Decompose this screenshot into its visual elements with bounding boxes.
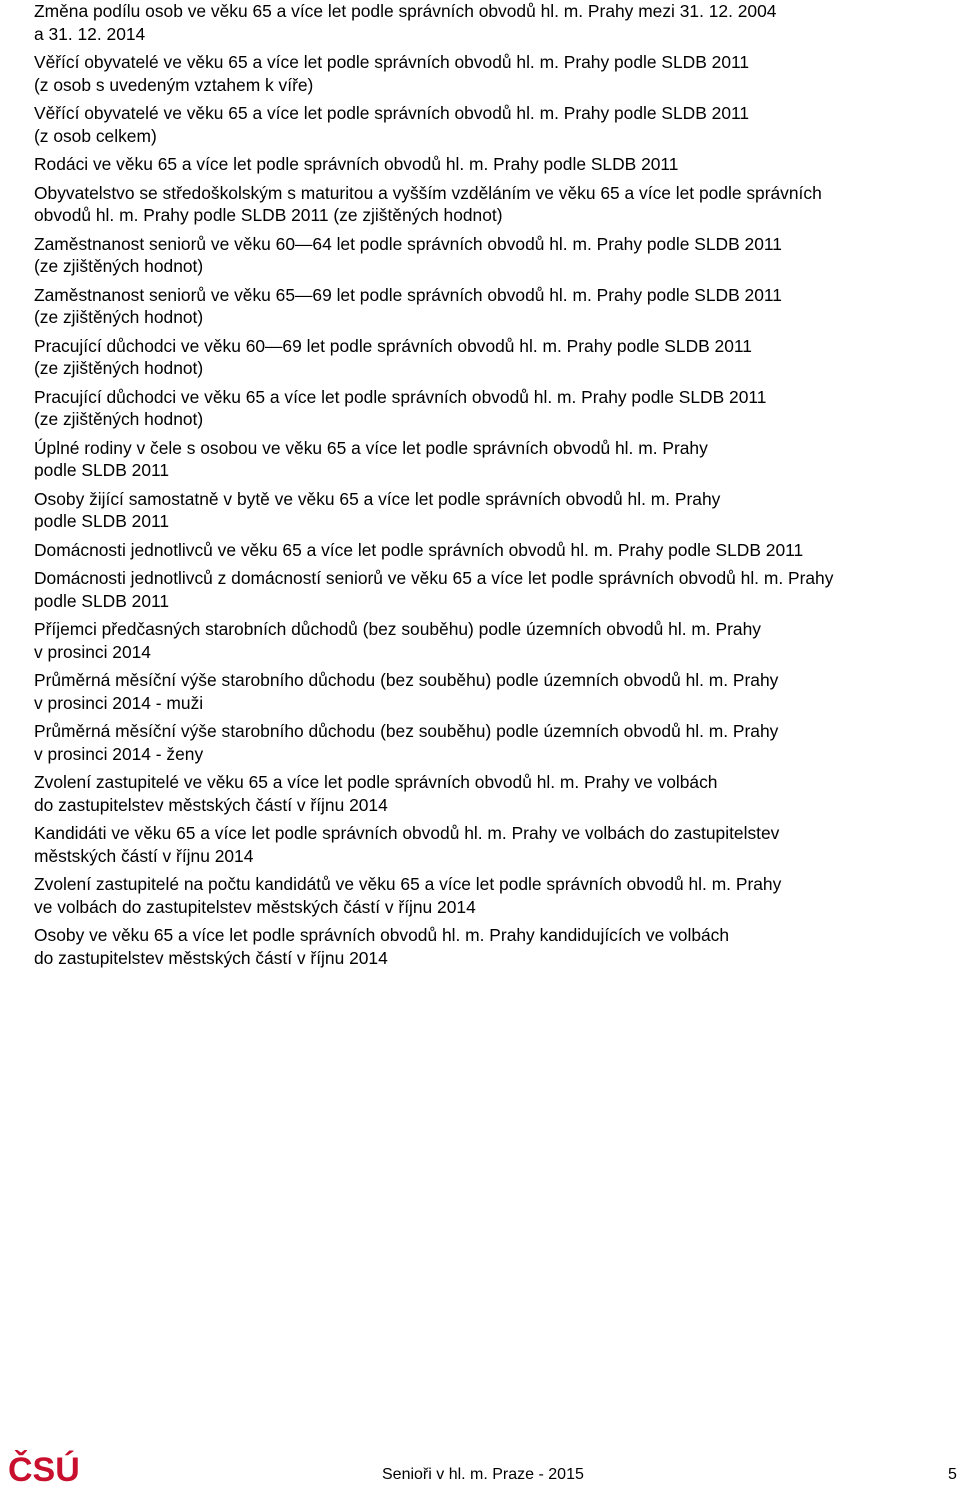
toc-entry-line: v prosinci 2014 - ženy bbox=[34, 743, 204, 764]
toc-entry-line: Zaměstnanost seniorů ve věku 60—64 let podle správních obvodů hl. m. Prahy podle SLDB 2011 bbox=[34, 233, 782, 254]
toc-entry bbox=[34, 182, 946, 227]
toc-entry-line: Pracující důchodci ve věku 65 a více let podle správních obvodů hl. m. Prahy podle SLDB 2011 bbox=[34, 386, 767, 407]
toc-entry-line: Zaměstnanost seniorů ve věku 65—69 let podle správních obvodů hl. m. Prahy podle SLDB 2011 bbox=[34, 284, 782, 305]
toc-entry-line: podle SLDB 2011 bbox=[34, 511, 170, 531]
toc-entry-line: Věřící obyvatelé ve věku 65 a více let podle správních obvodů hl. m. Prahy podle SLDB 2011 bbox=[34, 103, 750, 123]
toc-entry-line: městských částí v říjnu 2014 bbox=[34, 845, 254, 866]
toc-entry-line: Obyvatelstvo se středoškolským s maturitou a vyšším vzděláním ve věku 65 a více let podle správních bbox=[34, 182, 822, 203]
toc-entry bbox=[34, 822, 946, 867]
toc-entry-line: Příjemci předčasných starobních důchodů (bez souběhu) podle územních obvodů hl. m. Prahy bbox=[34, 619, 761, 639]
toc-entry bbox=[34, 618, 946, 663]
toc-entry bbox=[34, 102, 946, 147]
toc-entry-line: Změna podílu osob ve věku 65 a více let podle správních obvodů hl. m. Prahy mezi 31. 12. 2004 bbox=[34, 1, 777, 21]
toc-entry-line: (ze zjištěných hodnot) bbox=[34, 358, 204, 378]
toc-entry-line: Úplné rodiny v čele s osobou ve věku 65 a více let podle správních obvodů hl. m. Prahy bbox=[34, 437, 708, 458]
toc-entry-line: (ze zjištěných hodnot) bbox=[34, 409, 204, 429]
csu-logo-text: ČSÚ bbox=[8, 1451, 80, 1489]
toc-entry-line: Pracující důchodci ve věku 60—69 let podle správních obvodů hl. m. Prahy podle SLDB 2011 bbox=[34, 335, 752, 356]
toc-entry bbox=[34, 771, 946, 816]
toc-entry-line: (ze zjištěných hodnot) bbox=[34, 256, 204, 276]
toc-entry-line: Kandidáti ve věku 65 a více let podle správních obvodů hl. m. Prahy ve volbách do zastupitelstev bbox=[34, 823, 780, 843]
toc-entry bbox=[34, 924, 946, 969]
toc-entry-line: a 31. 12. 2014 bbox=[34, 23, 146, 44]
toc-entry-line: (z osob celkem) bbox=[34, 125, 157, 146]
toc-entry-line: Zvolení zastupitelé na počtu kandidátů ve věku 65 a více let podle správních obvodů hl. m. Prahy bbox=[34, 874, 782, 894]
footer-title: Senioři v hl. m. Praze - 2015 bbox=[382, 1466, 584, 1483]
toc-entry-line: obvodů hl. m. Prahy podle SLDB 2011 (ze zjištěných hodnot) bbox=[34, 205, 503, 225]
page-number: 5 bbox=[948, 1466, 957, 1483]
toc-entry bbox=[34, 335, 946, 380]
toc-entry bbox=[34, 0, 946, 45]
toc-entry-line: Domácnosti jednotlivců z domácností seniorů ve věku 65 a více let podle správních obvodů hl. m. Prahy bbox=[34, 568, 834, 588]
toc-entry bbox=[34, 488, 946, 533]
toc-entry bbox=[34, 669, 946, 714]
toc-entry bbox=[34, 720, 946, 765]
toc-entry-line: Rodáci ve věku 65 a více let podle správních obvodů hl. m. Prahy podle SLDB 2011 bbox=[34, 154, 679, 174]
toc-entry-line: Osoby žijící samostatně v bytě ve věku 65 a více let podle správních obvodů hl. m. Prahy bbox=[34, 488, 721, 509]
toc-entry bbox=[34, 153, 946, 176]
toc-entry-line: podle SLDB 2011 bbox=[34, 460, 170, 480]
toc-entry bbox=[34, 386, 946, 431]
toc-entry-line: ve volbách do zastupitelstev městských částí v říjnu 2014 bbox=[34, 896, 476, 917]
toc-entries bbox=[34, 0, 946, 969]
toc-entry-line: (ze zjištěných hodnot) bbox=[34, 307, 204, 327]
toc-entry bbox=[34, 567, 946, 612]
toc-entry bbox=[34, 539, 946, 562]
toc-entry-line: Průměrná měsíční výše starobního důchodu (bez souběhu) podle územních obvodů hl. m. Prahy bbox=[34, 670, 779, 690]
toc-entry-line: Průměrná měsíční výše starobního důchodu (bez souběhu) podle územních obvodů hl. m. Prahy bbox=[34, 721, 779, 741]
page-footer bbox=[0, 1445, 960, 1495]
toc-entry-line: Osoby ve věku 65 a více let podle správních obvodů hl. m. Prahy kandidujících ve volbách bbox=[34, 925, 730, 945]
toc-entry bbox=[34, 437, 946, 482]
toc-entry-line: Domácnosti jednotlivců ve věku 65 a více let podle správních obvodů hl. m. Prahy podle SLDB 2011 bbox=[34, 539, 804, 560]
table-of-contents bbox=[34, 0, 946, 975]
toc-entry-line: v prosinci 2014 bbox=[34, 641, 151, 662]
toc-entry-line: (z osob s uvedeným vztahem k víře) bbox=[34, 74, 314, 95]
toc-entry-line: Věřící obyvatelé ve věku 65 a více let podle správních obvodů hl. m. Prahy podle SLDB 2011 bbox=[34, 52, 750, 72]
toc-entry bbox=[34, 51, 946, 96]
toc-entry-line: v prosinci 2014 - muži bbox=[34, 692, 204, 713]
toc-entry-line: do zastupitelstev městských částí v říjnu 2014 bbox=[34, 794, 388, 815]
toc-entry-line: do zastupitelstev městských částí v říjnu 2014 bbox=[34, 947, 388, 968]
toc-entry-line: podle SLDB 2011 bbox=[34, 590, 170, 611]
toc-entry bbox=[34, 873, 946, 918]
csu-logo bbox=[8, 1445, 88, 1489]
toc-entry-line: Zvolení zastupitelé ve věku 65 a více let podle správních obvodů hl. m. Prahy ve volbách bbox=[34, 772, 718, 792]
toc-entry bbox=[34, 284, 946, 329]
toc-entry bbox=[34, 233, 946, 278]
